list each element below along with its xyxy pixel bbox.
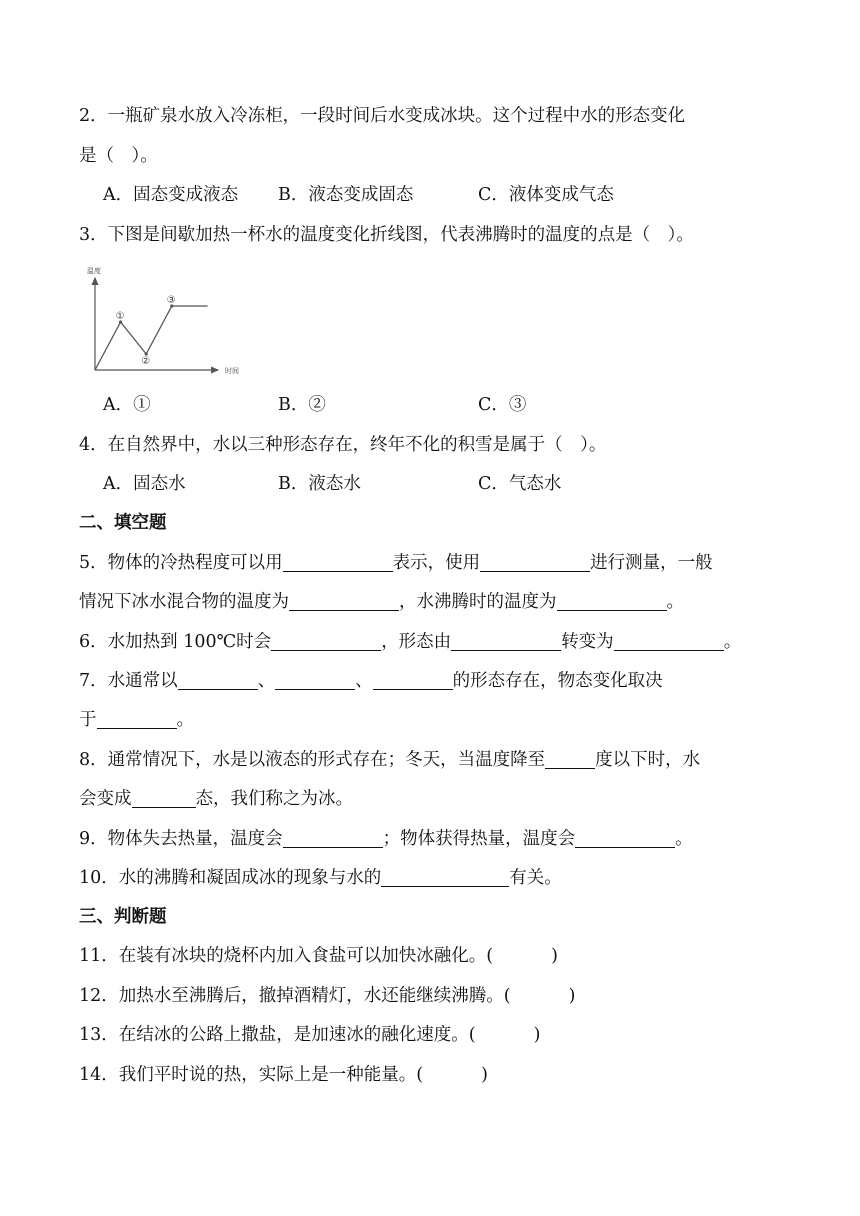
q11-line: [79, 944, 800, 968]
data-point-label-4: ③: [166, 295, 176, 306]
q9-text-c: 。: [675, 829, 693, 849]
q7-line2: [79, 708, 800, 732]
q6-text-d: 。: [723, 632, 742, 652]
q5-blank-2[interactable]: [480, 553, 590, 572]
q4-option-a: A．固态水: [103, 474, 186, 494]
q2-line2: 是（ ）。: [79, 146, 158, 166]
q5-text-d: 情况下冰水混合物的温度为: [79, 592, 289, 612]
q7-text-c: 、: [355, 671, 373, 691]
q7-line1: [79, 669, 800, 693]
temperature-line: [95, 306, 208, 370]
data-point-label-2: ①: [115, 311, 125, 322]
q6-blank-2[interactable]: [451, 632, 561, 651]
q11-text: 11．在装有冰块的烧杯内加入食盐可以加快冰融化。(: [79, 946, 494, 966]
q5-text-b: 表示，使用: [392, 553, 481, 573]
q9-text-a: 9．物体失去热量，温度会: [79, 829, 283, 849]
q7-text-a: 7．水通常以: [79, 671, 178, 691]
q7-blank-1[interactable]: [178, 671, 258, 690]
q7-text-e: 于: [79, 710, 97, 730]
q5-blank-4[interactable]: [557, 592, 667, 611]
q12-close-paren: ): [568, 986, 576, 1006]
q11-close-paren: ): [551, 946, 558, 966]
q8-text-b: 度以下时，水: [595, 750, 701, 770]
q6-text-b: ，形态由: [381, 632, 452, 652]
q9-blank-2[interactable]: [575, 829, 675, 848]
q6-text-c: 转变为: [561, 632, 614, 652]
q14-text: 14．我们平时说的热，实际上是一种能量。(: [79, 1065, 424, 1085]
q8-text-c: 会变成: [79, 789, 132, 809]
q2-option-c: C．液体变成气态: [478, 185, 614, 205]
q13-text: 13．在结冰的公路上撒盐，是加速冰的融化速度。(: [79, 1025, 476, 1045]
q5-text-e: ，水沸腾时的温度为: [399, 592, 557, 612]
q6-text-a: 6．水加热到 100℃时会: [79, 632, 272, 652]
q12-line: [79, 984, 800, 1008]
q4-option-c: C．气态水: [478, 474, 562, 494]
q5-line2: [79, 590, 800, 614]
y-axis-label: 温度: [87, 267, 101, 275]
q6-line: [79, 630, 800, 654]
q5-blank-3[interactable]: [289, 592, 399, 611]
q3-option-b: B．②: [278, 395, 326, 415]
x-axis-label: 时间: [225, 367, 239, 375]
q7-text-b: 、: [257, 671, 276, 691]
q5-text-c: 进行测量，一般: [590, 553, 713, 573]
q7-text-f: 。: [176, 710, 194, 730]
q10-text-a: 10．水的沸腾和凝固成冰的现象与水的: [79, 868, 382, 888]
q6-blank-1[interactable]: [271, 632, 381, 651]
q8-line2: [79, 787, 800, 811]
q10-line: [79, 866, 800, 890]
section-true-false-heading: 三、判断题: [79, 907, 167, 927]
q8-blank-1[interactable]: [545, 750, 595, 769]
q9-blank-1[interactable]: [283, 829, 383, 848]
q7-blank-2[interactable]: [275, 671, 355, 690]
q13-close-paren: ): [533, 1025, 541, 1045]
q8-text-a: 8．通常情况下，水是以液态的形式存在；冬天，当温度降至: [79, 750, 546, 770]
q5-line1: [79, 551, 800, 575]
q10-blank-1[interactable]: [381, 868, 509, 887]
data-point-label-3: ②: [141, 356, 151, 367]
q8-line1: [79, 748, 800, 772]
q5-blank-1[interactable]: [283, 553, 393, 572]
q10-text-b: 有关。: [509, 868, 562, 888]
q2-line1: 2．一瓶矿泉水放入冷冻柜，一段时间后水变成冰块。这个过程中水的形态变化: [79, 106, 686, 126]
q5-text-f: 。: [666, 592, 684, 612]
q13-line: [79, 1023, 800, 1047]
q7-text-d: 的形态存在，物态变化取决: [452, 671, 663, 691]
section-fill-in-heading: 二、填空题: [79, 513, 167, 533]
q4-option-b: B．液态水: [278, 474, 361, 494]
q2-option-a: A．固态变成液态: [103, 185, 239, 205]
q6-blank-3[interactable]: [614, 632, 724, 651]
q2-option-b: B．液态变成固态: [278, 185, 414, 205]
q3-option-c: C．③: [478, 395, 527, 415]
q5-text-a: 5．物体的冷热程度可以用: [79, 553, 283, 573]
q3-text: 3．下图是间歇加热一杯水的温度变化折线图，代表沸腾时的温度的点是（ ）。: [79, 225, 694, 245]
temperature-line-chart: [86, 262, 246, 378]
q8-blank-2[interactable]: [132, 789, 196, 808]
q12-text: 12．加热水至沸腾后，撤掉酒精灯，水还能继续沸腾。(: [79, 986, 511, 1006]
q7-blank-3[interactable]: [373, 671, 453, 690]
q8-text-d: 态，我们称之为冰。: [195, 789, 353, 809]
q4-text: 4．在自然界中，水以三种形态存在，终年不化的积雪是属于（ ）。: [79, 435, 607, 455]
q14-close-paren: ): [481, 1065, 488, 1085]
q7-blank-4[interactable]: [97, 710, 177, 729]
q14-line: [79, 1063, 800, 1087]
q3-option-a: A．①: [103, 395, 151, 415]
q9-line: [79, 827, 800, 851]
q9-text-b: ；物体获得热量，温度会: [382, 829, 576, 849]
